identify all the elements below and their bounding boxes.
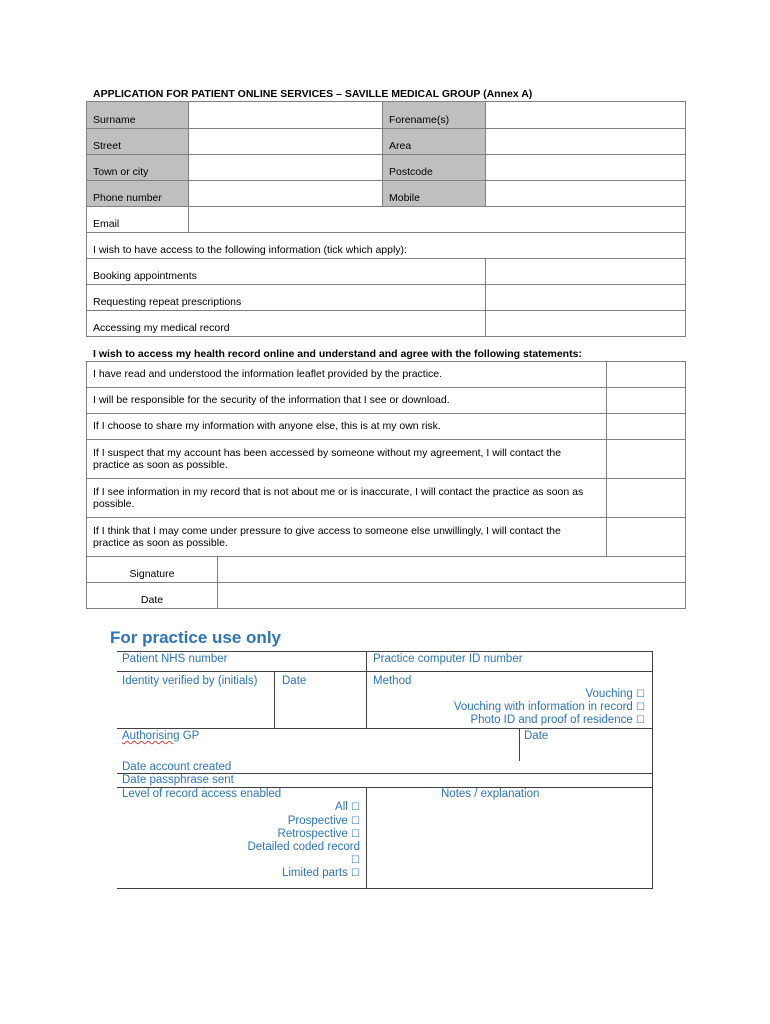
agreement-table [86, 361, 686, 609]
level-limited-parts[interactable]: Limited parts ☐ [281, 867, 360, 879]
notes-label: Notes / explanation [441, 788, 540, 800]
nhs-number-label: Patient NHS number [122, 653, 228, 665]
statement-sharing: If I choose to share my information with anyone else, this is at my own risk. [87, 414, 607, 440]
postcode-field[interactable] [486, 155, 686, 181]
agreement-heading: I wish to access my health record online and understand and agree with the following statements: [93, 348, 582, 360]
date-label: Date [87, 583, 218, 609]
level-all[interactable]: All ☐ [335, 801, 360, 813]
statement-security: I will be responsible for the security of the information that I see or download. [87, 388, 607, 414]
surname-label: Surname [87, 102, 189, 129]
level-detailed-checkbox[interactable] [351, 854, 360, 868]
phone-field[interactable] [189, 181, 383, 207]
street-label: Street [87, 129, 189, 155]
tick-inaccurate[interactable] [607, 479, 686, 518]
access-tick-booking[interactable] [486, 259, 686, 285]
access-level-label: Level of record access enabled [122, 788, 282, 800]
identity-verified-label: Identity verified by (initials) [122, 675, 258, 687]
access-intro: I wish to have access to the following information (tick which apply): [87, 233, 686, 259]
method-photo-id[interactable]: Photo ID and proof of residence ☐ [470, 714, 645, 726]
area-label: Area [383, 129, 486, 155]
access-option-record: Accessing my medical record [87, 311, 486, 337]
date-account-created-label: Date account created [122, 761, 232, 773]
email-field[interactable] [189, 207, 686, 233]
mobile-field[interactable] [486, 181, 686, 207]
level-prospective[interactable]: Prospective ☐ [287, 815, 360, 827]
area-field[interactable] [486, 129, 686, 155]
checkbox-icon[interactable]: ☐ [351, 829, 360, 840]
email-label: Email [87, 207, 189, 233]
checkbox-icon[interactable]: ☐ [636, 715, 645, 726]
level-retrospective[interactable]: Retrospective ☐ [277, 828, 360, 840]
postcode-label: Postcode [383, 155, 486, 181]
phone-label: Phone number [87, 181, 189, 207]
tick-leaflet[interactable] [607, 362, 686, 388]
form-title: APPLICATION FOR PATIENT ONLINE SERVICES – SAVILLE MEDICAL GROUP (Annex A) [93, 88, 533, 100]
statement-inaccurate: If I see information in my record that is not about me or is inaccurate, I will contact the practice as soon as possible. [87, 479, 607, 518]
signature-field[interactable] [218, 557, 686, 583]
method-vouching[interactable]: Vouching ☐ [585, 688, 645, 700]
date-field[interactable] [218, 583, 686, 609]
checkbox-icon[interactable]: ☐ [351, 855, 360, 866]
forename-field[interactable] [486, 102, 686, 129]
tick-sharing[interactable] [607, 414, 686, 440]
surname-field[interactable] [189, 102, 383, 129]
access-option-booking: Booking appointments [87, 259, 486, 285]
street-field[interactable] [189, 129, 383, 155]
tick-pressure[interactable] [607, 518, 686, 557]
checkbox-icon[interactable]: ☐ [351, 816, 360, 827]
practice-use-heading: For practice use only [110, 628, 281, 647]
method-vouching-record[interactable]: Vouching with information in record ☐ [453, 701, 645, 713]
identity-date-label: Date [282, 675, 307, 687]
town-label: Town or city [87, 155, 189, 181]
tick-security[interactable] [607, 388, 686, 414]
statement-leaflet: I have read and understood the information leaflet provided by the practice. [87, 362, 607, 388]
checkbox-icon[interactable]: ☐ [636, 702, 645, 713]
access-option-prescriptions: Requesting repeat prescriptions [87, 285, 486, 311]
auth-date-label: Date [524, 730, 549, 742]
date-passphrase-label: Date passphrase sent [122, 774, 234, 786]
tick-suspect[interactable] [607, 440, 686, 479]
personal-details-table [86, 101, 686, 337]
forename-label: Forename(s) [383, 102, 486, 129]
mobile-label: Mobile [383, 181, 486, 207]
town-field[interactable] [189, 155, 383, 181]
statement-suspect: If I suspect that my account has been accessed by someone without my agreement, I will contact the practice as soon as possible. [87, 440, 607, 479]
access-tick-record[interactable] [486, 311, 686, 337]
authorising-gp-label: Authorising GP [122, 730, 200, 742]
checkbox-icon[interactable]: ☐ [351, 868, 360, 879]
statement-pressure: If I think that I may come under pressure to give access to someone else unwillingly, I will contact the practice as soon as possible. [87, 518, 607, 557]
checkbox-icon[interactable]: ☐ [351, 802, 360, 813]
method-label: Method [373, 675, 412, 687]
checkbox-icon[interactable]: ☐ [636, 689, 645, 700]
signature-label: Signature [87, 557, 218, 583]
level-detailed-coded[interactable]: Detailed coded record [247, 841, 360, 853]
access-tick-prescriptions[interactable] [486, 285, 686, 311]
computer-id-label: Practice computer ID number [373, 653, 523, 665]
